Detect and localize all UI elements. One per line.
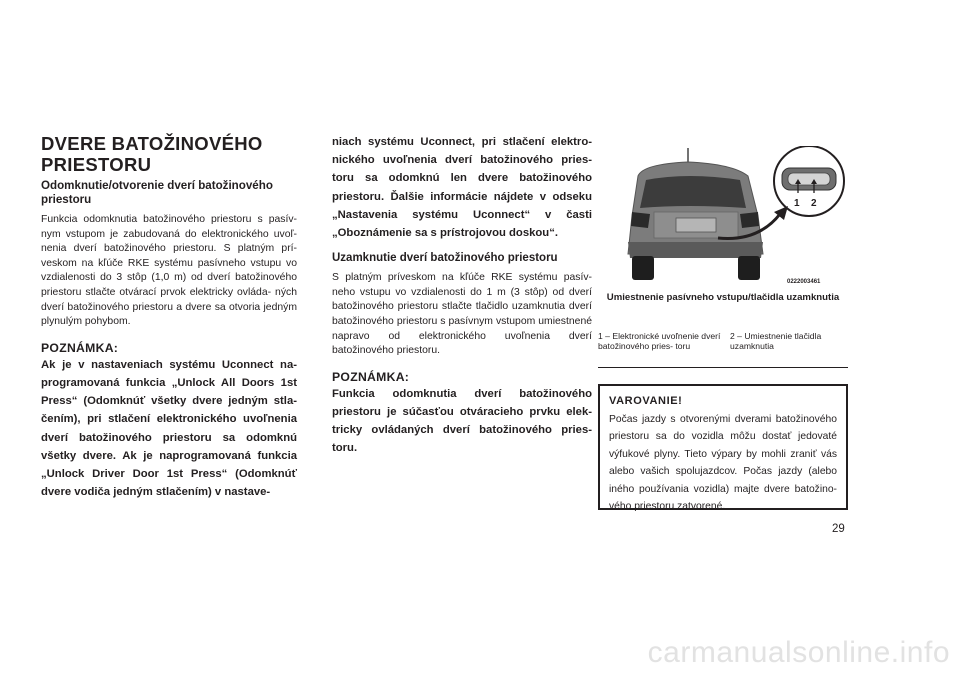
tail-light-left — [631, 212, 650, 228]
note-text-1a: Ak je v nastaveniach systému Uconnect na- programovaná funkcia „Unlock All Doors 1st Press“ (Odomknúť všetky dvere jedným stla- čením), pri stlačení elektronického uvoľnenia dverí batožinového priestoru sa odomknú všetky dvere. Ak je naprogramovaná funkcia „Unlock Driver Door 1st Press“ (Odomknúť dvere vodiča jedným stlačením) v nastave- — [41, 358, 297, 499]
subheading-locking: Uzamknutie dverí batožinového priestoru — [332, 252, 558, 265]
left-column — [41, 133, 297, 501]
section-subtitle: Odomknutie/otvorenie dverí batožinového priestoru — [41, 179, 273, 206]
locking-paragraph: S platným príveskom na kľúče RKE systému pasív- neho vstupu vo vzdialenosti do 1 m (3 stôp) od dverí batožinového priestoru stlačte tlačidlo uzamknutia dverí batožinového priestoru s pasívnym vstupom umiestnené napravo od elektronického uvoľnenia dverí batožinového priestoru. — [332, 272, 592, 357]
license-plate — [676, 218, 716, 232]
intro-paragraph: Funkcia odomknutia batožinového priestoru s pasív- nym vstupom je zabudovaná do elektronického uvoľ- nenia dverí batožinového priestoru. S platným prí- veskom na kľúče RKE systému pasívneho vstupu vo vzdialenosti do 3 stôp (1,0 m) od dverí batožinového priestoru stlačte otvárací prvok elektricky ovláda- ných dverí batožinového priestoru a dvere sa otvoria jedným plynulým pohybom. — [41, 214, 297, 328]
page-number: 29 — [832, 523, 845, 535]
car-body — [628, 162, 763, 254]
note-text-1b: niach systému Uconnect, pri stlačení elektro- nického uvoľnenia dverí batožinového pries- toru sa odomknú len dvere batožinového priestoru. Ďalšie informácie nájdete v odseku „Nastavenia systému Uconnect“ v časti „Oboznámenie sa s prístrojovou doskou“. — [332, 136, 592, 240]
note-heading-1: POZNÁMKA: — [41, 340, 119, 355]
legend-item-1: 1 – Elektronické uvoľnenie dverí batožinového pries- toru — [598, 331, 721, 351]
note-text-2: Funkcia odomknutia dverí batožinového priestoru je súčasťou otváracieho prvku elek- tricky ovládaných dverí batožinového pries- toru. — [332, 387, 592, 455]
tail-light-right — [740, 212, 759, 228]
callout-label-1: 1 — [794, 198, 800, 209]
section-title-line2: PRIESTORU — [41, 154, 152, 175]
warning-box — [598, 384, 848, 513]
warning-title: VAROVANIE! — [609, 395, 683, 407]
figure-legend — [598, 331, 848, 351]
callout-label-2: 2 — [811, 198, 817, 209]
middle-column — [332, 133, 592, 458]
rear-window — [640, 176, 746, 208]
watermark: carmanualsonline.info — [647, 636, 950, 669]
note-heading-2: POZNÁMKA: — [332, 369, 410, 384]
section-title — [41, 133, 297, 175]
warning-text: Počas jazdy s otvorenými dverami batožinového priestoru sa do vozidla môžu dostať jedovaté výfukové plyny. Tieto výpary by mohli zraniť vás alebo vašich spolujazdcov. Počas jazdy (alebo iného používania vozidla) majte dvere batožino- vého priestoru zatvorené. — [609, 414, 837, 513]
figure-code: 0222003461 — [787, 279, 821, 285]
tire-left — [632, 256, 654, 280]
legend-item-2: 2 – Umiestnenie tlačidla uzamknutia — [730, 331, 822, 351]
section-title-line1: DVERE BATOŽINOVÉHO — [41, 133, 263, 154]
liftgate-figure — [598, 146, 848, 288]
legend-divider — [598, 367, 848, 368]
figure-caption: Umiestnenie pasívneho vstupu/tlačidla uzamknutia — [606, 292, 840, 303]
release-switch — [788, 173, 830, 185]
rear-bumper — [628, 242, 763, 258]
tire-right — [738, 256, 760, 280]
